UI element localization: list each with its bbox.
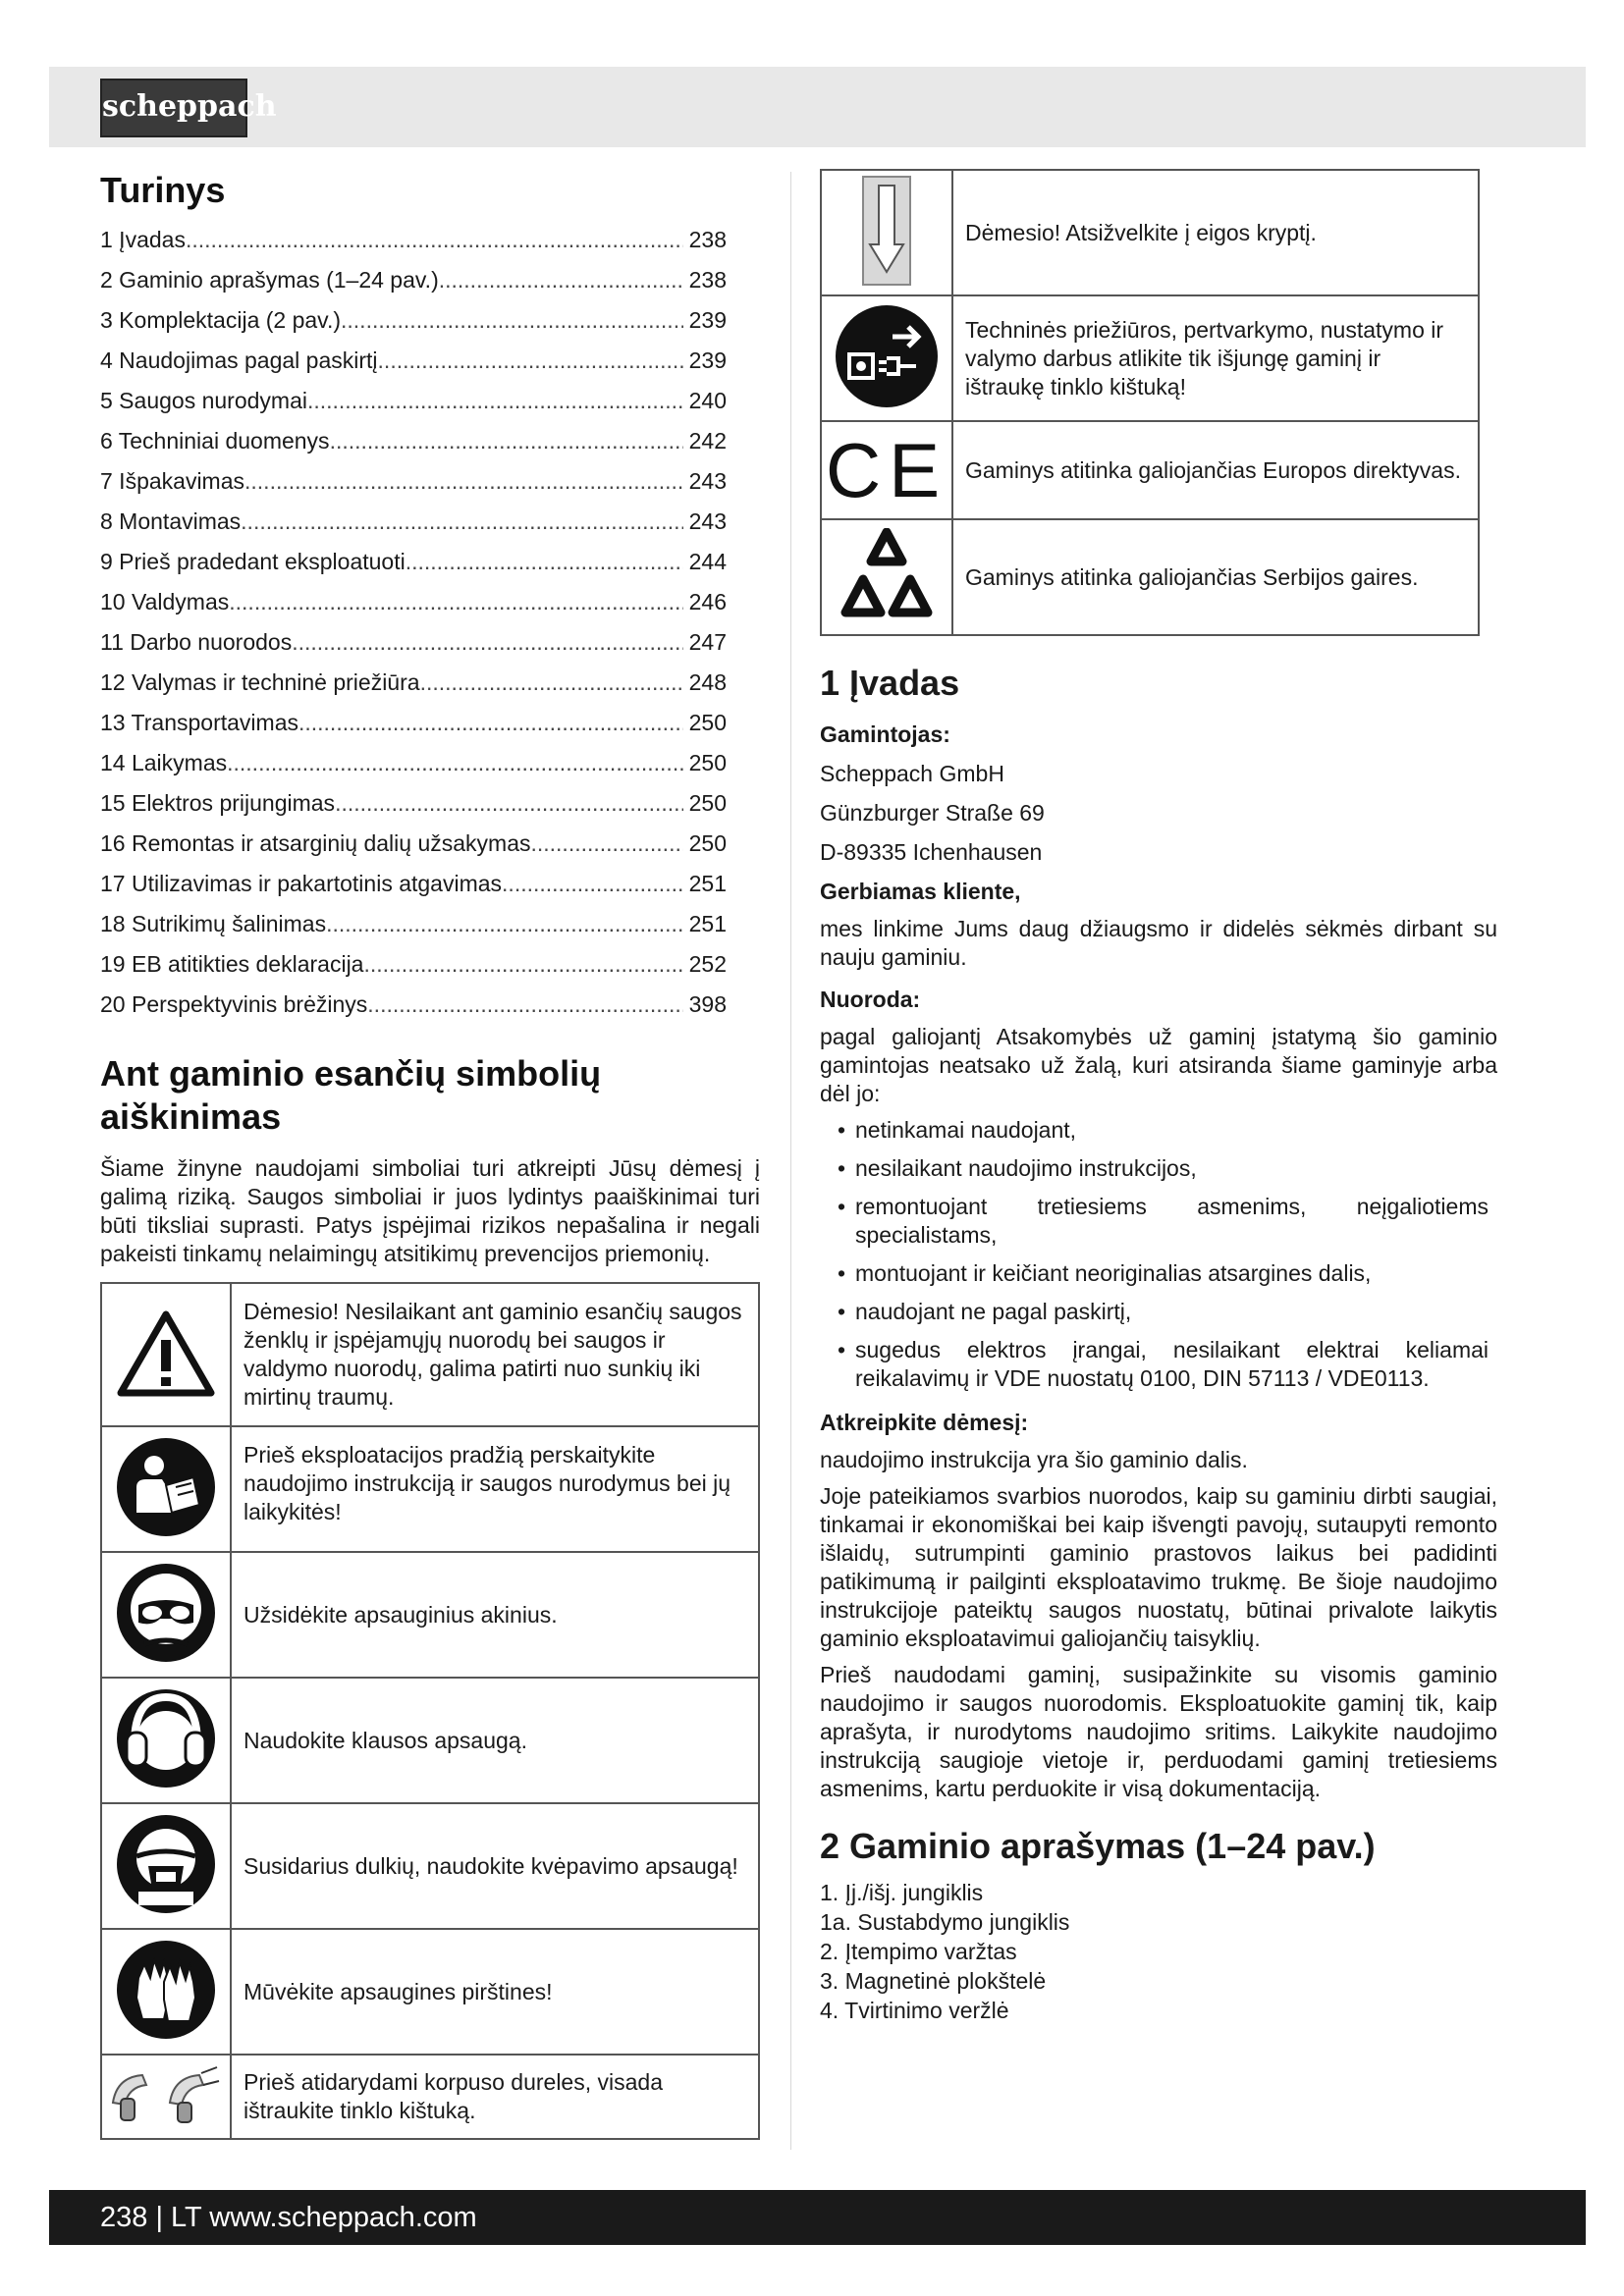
toc-row[interactable]	[100, 864, 727, 904]
toc-entry-title: 2 Gaminio aprašymas (1–24 pav.)	[100, 267, 439, 293]
symbol-text: Techninės priežiūros, pertvarkymo, nustatymo ir valymo darbus atlikite tik išjungę gaminį ir ištraukę tinklo kištuką!	[952, 295, 1479, 421]
list-item: • sugedus elektros įrangai, nesilaikant elektrai keliamai reikalavimų ir VDE nuostatų 0100, DIN 57113 / VDE0113.	[820, 1336, 1489, 1393]
toc-leader-dots	[292, 622, 682, 663]
toc-entry-title: 15 Elektros prijungimas	[100, 790, 336, 816]
toc-row[interactable]	[100, 461, 727, 502]
toc-row[interactable]	[100, 260, 727, 300]
symbol-text: Dėmesio! Atsižvelkite į eigos kryptį.	[952, 170, 1479, 295]
symbol-text: Užsidėkite apsauginius akinius.	[231, 1552, 759, 1678]
attention-text: naudojimo instrukcija yra šio gaminio dalis.	[820, 1447, 1248, 1472]
toc-row[interactable]	[100, 421, 727, 461]
toc-leader-dots	[244, 461, 683, 502]
toc-page-number: 250	[688, 750, 727, 775]
product-description-title: 2 Gaminio aprašymas (1–24 pav.)	[820, 1826, 1376, 1866]
table-row	[821, 421, 1479, 519]
toc-page-number: 243	[688, 468, 727, 494]
header-band	[49, 67, 1586, 147]
manufacturer-label: Gamintojas:	[820, 721, 950, 747]
intro-title: 1 Įvadas	[820, 663, 960, 703]
toc-page-number: 248	[688, 669, 727, 695]
toc-row[interactable]	[100, 542, 727, 582]
toc-entry-title: 18 Sutrikimų šalinimas	[100, 911, 327, 936]
toc-leader-dots	[227, 743, 683, 783]
safety-goggles-icon	[101, 1552, 231, 1678]
symbol-text: Naudokite klausos apsaugą.	[231, 1678, 759, 1803]
symbol-text: Dėmesio! Nesilaikant ant gaminio esančių saugos ženklų ir įspėjamųjų nuorodų bei saugos ir valdymo nuorodų, galima patirti nuo sunkių iki mirtinų traumų.	[231, 1283, 759, 1426]
list-item: 1. Įj./išj. jungiklis	[820, 1880, 984, 1905]
table-row	[101, 1929, 759, 2055]
company-city: D-89335 Ichenhausen	[820, 839, 1043, 865]
symbols-intro: Šiame žinyne naudojami simboliai turi atkreipti Jūsų dėmesį į galimą riziką. Saugos simboliai ir juos lydintys paaiškinimai turi būti tiksliai suprasti. Patys įspėjimai rizikos nepašalina ir negali pakeisti tinkamų nelaimingų atsitikimų prevencijos priemonių.	[100, 1155, 760, 1266]
table-row	[821, 170, 1479, 295]
dear-customer-text: mes linkime Jums daug džiaugsmo ir didelės sėkmės dirbant su nauju gaminiu.	[820, 916, 1497, 970]
toc-page-number: 240	[688, 388, 727, 413]
company-name: Scheppach GmbH	[820, 761, 1004, 786]
toc-row[interactable]	[100, 381, 727, 421]
toc-entry-title: 16 Remontas ir atsarginių dalių užsakymas	[100, 830, 531, 856]
toc-row[interactable]	[100, 703, 727, 743]
toc-leader-dots	[363, 944, 682, 985]
toc-page-number: 247	[688, 629, 727, 655]
direction-arrow-icon	[821, 170, 952, 295]
list-item: • netinkamai naudojant,	[820, 1116, 1489, 1145]
toc-entry-title: 9 Prieš pradedant eksploatuoti	[100, 549, 406, 574]
list-item: • montuojant ir keičiant neoriginalias atsargines dalis,	[820, 1259, 1489, 1288]
toc-entry-title: 20 Perspektyvinis brėžinys	[100, 991, 368, 1017]
toc-entry-title: 10 Valdymas	[100, 589, 230, 614]
company-street: Günzburger Straße 69	[820, 800, 1045, 826]
toc-page-number: 244	[688, 549, 727, 574]
table-row	[101, 1426, 759, 1552]
toc-page-number: 250	[688, 710, 727, 735]
toc-row[interactable]	[100, 502, 727, 542]
dear-customer-label: Gerbiamas kliente,	[820, 879, 1021, 904]
list-item: 4. Tvirtinimo veržlė	[820, 1998, 1009, 2023]
note-text: pagal galiojantį Atsakomybės už gaminį įstatymą šio gaminio gamintojas neatsako už žalą, kuri atsiranda šiame gaminyje arba dėl jo:	[820, 1024, 1497, 1106]
list-item: 2. Įtempimo varžtas	[820, 1939, 1017, 1964]
toc-row[interactable]	[100, 300, 727, 341]
toc-row[interactable]	[100, 341, 727, 381]
ce-mark-text: CE	[825, 427, 948, 513]
toc-page-number: 239	[688, 347, 727, 373]
toc-row[interactable]	[100, 783, 727, 824]
toc-entry-title: 14 Laikymas	[100, 750, 228, 775]
symbols-title: Ant gaminio esančių simbolių aiškinimas	[100, 1053, 602, 1137]
toc-page-number: 251	[688, 871, 727, 896]
toc-entry-title: 13 Transportavimas	[100, 710, 298, 735]
toc-page-number: 246	[688, 589, 727, 614]
symbol-text: Gaminys atitinka galiojančias Serbijos gaires.	[952, 519, 1479, 635]
toc-row[interactable]	[100, 824, 727, 864]
toc-page-number: 238	[688, 267, 727, 293]
toc-entry-title: 12 Valymas ir techninė priežiūra	[100, 669, 420, 695]
toc-entry-title: 11 Darbo nuorodos	[100, 629, 293, 655]
list-item: • remontuojant tretiesiems asmenims, neįgaliotiems specialistams,	[820, 1193, 1489, 1250]
toc-page-number: 398	[688, 991, 727, 1017]
table-row	[101, 1678, 759, 1803]
toc-page-number: 242	[688, 428, 727, 454]
list-item: 1a. Sustabdymo jungiklis	[820, 1909, 1070, 1935]
table-row	[821, 519, 1479, 635]
gloves-icon	[101, 1929, 231, 2055]
table-row	[101, 2055, 759, 2139]
toc-entry-title: 19 EB atitikties deklaracija	[100, 951, 364, 977]
symbol-text: Susidarius dulkių, naudokite kvėpavimo apsaugą!	[231, 1803, 759, 1929]
toc-row[interactable]	[100, 985, 727, 1025]
toc-entry-title: 7 Išpakavimas	[100, 468, 245, 494]
toc-page-number: 252	[688, 951, 727, 977]
toc-leader-dots	[330, 421, 683, 461]
toc-leader-dots	[530, 824, 682, 864]
toc-entry-title: 6 Techniniai duomenys	[100, 428, 330, 454]
liability-list	[820, 1116, 1507, 1393]
toc-row[interactable]	[100, 944, 727, 985]
read-manual-icon	[101, 1426, 231, 1552]
toc-row[interactable]	[100, 904, 727, 944]
symbol-text: Prieš atidarydami korpuso dureles, visada ištraukite tinklo kištuką.	[231, 2055, 759, 2139]
footer-text: 238 | LT www.scheppach.com	[100, 2202, 477, 2233]
toc-row[interactable]	[100, 582, 727, 622]
respirator-icon	[101, 1803, 231, 1929]
table-of-contents	[100, 220, 760, 1025]
brand-logo: scheppach	[100, 79, 247, 137]
ear-protection-icon	[101, 1678, 231, 1803]
toc-entry-title: 4 Naudojimas pagal paskirtį	[100, 347, 378, 373]
symbol-text: Gaminys atitinka galiojančias Europos direktyvas.	[952, 421, 1479, 519]
toc-page-number: 238	[688, 227, 727, 252]
intro-paragraph: Prieš naudodami gaminį, susipažinkite su visomis gaminio naudojimo ir saugos nuorodomis. Eksploatuokite gaminį tik, kaip aprašyta, ir nurodytoms naudojimo sritims. Laikykite naudojimo instrukciją saugioje vietoje ir, perduodami gaminį tretiesiems asmenims, kartu perduokite ir visą dokumentaciją.	[820, 1662, 1497, 1801]
table-row	[101, 1283, 759, 1426]
attention-label: Atkreipkite dėmesį:	[820, 1410, 1029, 1435]
toc-leader-dots	[367, 985, 682, 1025]
toc-leader-dots	[307, 381, 683, 421]
intro-paragraph: Joje pateikiamos svarbios nuorodos, kaip su gaminiu dirbti saugiai, tinkamai ir ekonomiškai bei kaip išvengti pavojų, sutaupyti remonto išlaidų, sutrumpinti gaminio prastovos laikus bei padidinti patikimumą ir pailginti eksploatavimo trukmę. Be šioje naudojimo instrukcijoje pateiktų saugos nuostatų, būtinai privalote laikytis gaminio eksploatavimui galiojančių taisyklių.	[820, 1483, 1497, 1651]
table-row	[821, 295, 1479, 421]
toc-leader-dots	[378, 341, 683, 381]
left-column	[100, 169, 760, 2140]
list-item: 3. Magnetinė plokštelė	[820, 1968, 1047, 1994]
toc-leader-dots	[186, 220, 683, 260]
symbols-table	[100, 1282, 760, 2140]
list-item: • nesilaikant naudojimo instrukcijos,	[820, 1154, 1489, 1183]
list-item: • naudojant ne pagal paskirtį,	[820, 1298, 1489, 1326]
toc-leader-dots	[241, 502, 682, 542]
toc-leader-dots	[502, 864, 683, 904]
toc-row[interactable]	[100, 622, 727, 663]
toc-entry-title: 3 Komplektacija (2 pav.)	[100, 307, 342, 333]
toc-row[interactable]	[100, 743, 727, 783]
toc-title: Turinys	[100, 170, 226, 210]
maintenance-unplug-icon	[821, 295, 952, 421]
warning-triangle-icon	[101, 1283, 231, 1426]
toc-leader-dots	[406, 542, 683, 582]
footer-band	[49, 2190, 1586, 2245]
right-column	[820, 169, 1507, 2025]
symbols-table-right	[820, 169, 1480, 636]
ce-mark-icon	[821, 421, 952, 519]
table-row	[101, 1803, 759, 1929]
toc-leader-dots	[298, 703, 683, 743]
toc-entry-title: 1 Įvadas	[100, 227, 186, 252]
toc-page-number: 251	[688, 911, 727, 936]
toc-leader-dots	[439, 260, 683, 300]
toc-leader-dots	[229, 582, 682, 622]
toc-entry-title: 17 Utilizavimas ir pakartotinis atgavimas	[100, 871, 503, 896]
toc-leader-dots	[326, 904, 683, 944]
toc-entry-title: 5 Saugos nurodymai	[100, 388, 307, 413]
toc-page-number: 250	[688, 790, 727, 816]
note-label: Nuoroda:	[820, 987, 921, 1012]
toc-page-number: 243	[688, 508, 727, 534]
toc-entry-title: 8 Montavimas	[100, 508, 242, 534]
table-row	[101, 1552, 759, 1678]
toc-page-number: 239	[688, 307, 727, 333]
toc-leader-dots	[335, 783, 683, 824]
serbia-conformity-icon	[821, 519, 952, 635]
unplug-icon	[101, 2055, 231, 2139]
toc-leader-dots	[341, 300, 683, 341]
toc-page-number: 250	[688, 830, 727, 856]
toc-row[interactable]	[100, 663, 727, 703]
symbol-text: Mūvėkite apsaugines pirštines!	[231, 1929, 759, 2055]
column-divider	[790, 172, 791, 2150]
symbol-text: Prieš eksploatacijos pradžią perskaitykite naudojimo instrukciją ir saugos nurodymus bei jų laikykitės!	[231, 1426, 759, 1552]
toc-leader-dots	[420, 663, 683, 703]
toc-row[interactable]	[100, 220, 727, 260]
